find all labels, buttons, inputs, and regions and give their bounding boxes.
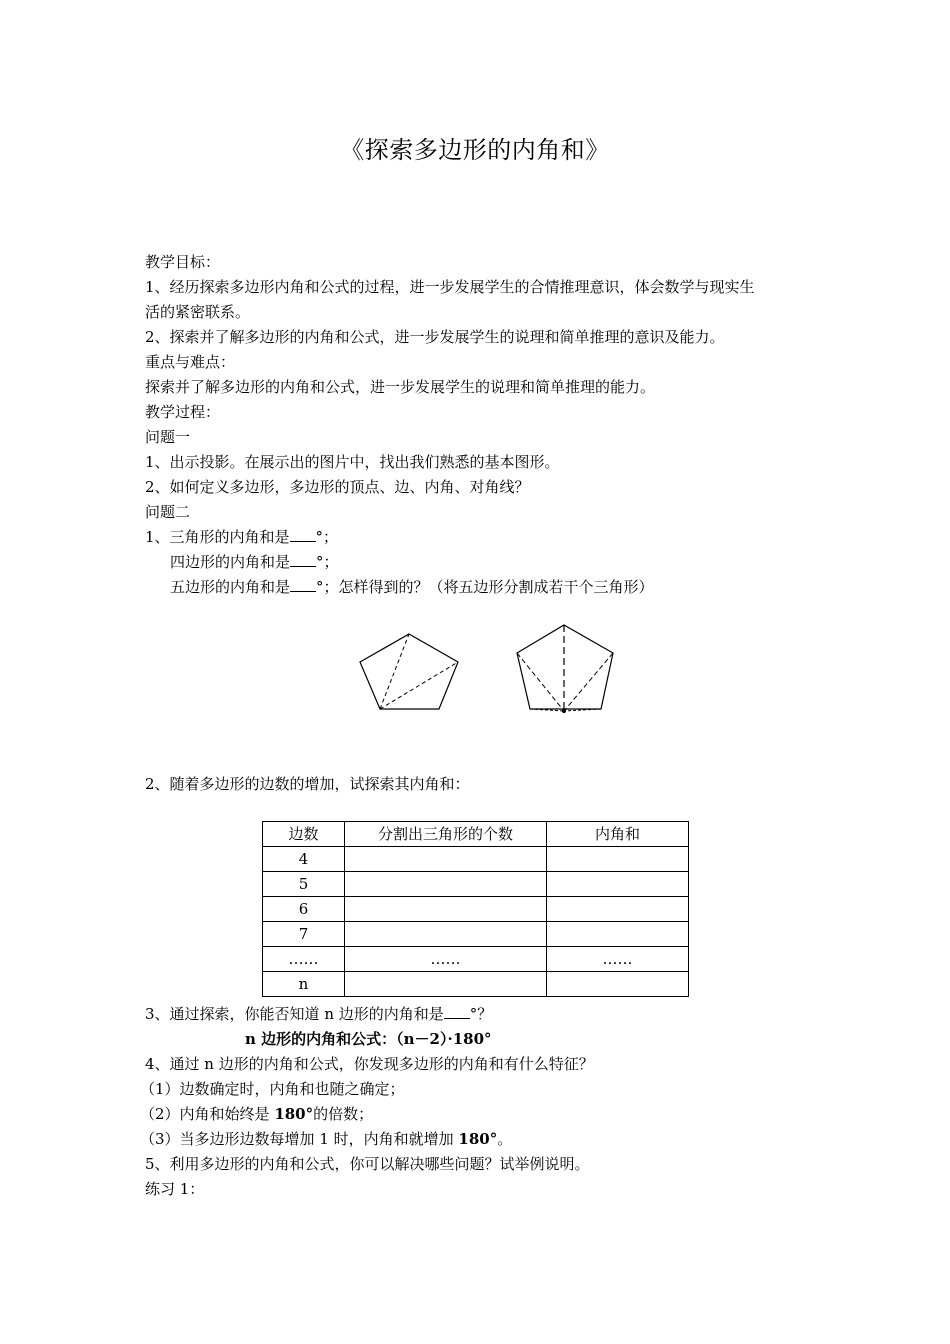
table-cell: 4 [263,847,345,872]
item-3-suffix: °？ [469,1005,493,1023]
table-cell[interactable] [345,972,547,997]
table-cell: …… [345,947,547,972]
pentagon-sum-text: 五边形的内角和是 [170,578,291,596]
feature-2-text: （2）内角和始终是 [140,1105,275,1123]
degree-suffix: °； [316,553,339,571]
table-cell[interactable] [547,922,689,947]
goals-heading: 教学目标： [145,253,221,271]
answer-blank[interactable] [290,527,316,542]
triangle-sum-text: 1、三角形的内角和是 [145,528,290,546]
answer-blank[interactable] [290,552,316,567]
pentagon-sum-hint: °；怎样得到的？（将五边形分割成若干个三角形） [316,578,654,596]
process-heading: 教学过程： [145,403,221,421]
table-cell[interactable] [345,872,547,897]
table-cell: n [263,972,345,997]
key-heading: 重点与难点： [145,353,236,371]
degree-suffix: °； [315,528,339,546]
feature-2-suffix: 的倍数； [313,1105,374,1123]
table-cell[interactable] [345,922,547,947]
table-cell[interactable] [547,847,689,872]
table-cell: 7 [263,922,345,947]
feature-1: （1）边数确定时，内角和也随之确定； [140,1080,405,1098]
pentagon-right [517,625,613,713]
table-row [263,872,689,897]
question-1-item-1: 1、出示投影。在展示出的图片中，找出我们熟悉的基本图形。 [145,453,560,471]
feature-3 [140,1129,512,1149]
table-cell: 5 [263,872,345,897]
table-cell: …… [547,947,689,972]
table-row [263,847,689,872]
header-angle-sum: 内角和 [547,822,689,847]
table-cell[interactable] [547,897,689,922]
goal-1-line-1: 1、经历探索多边形内角和公式的过程，进一步发展学生的合情推理意识，体会数学与现实生 [145,278,755,296]
table-cell[interactable] [547,872,689,897]
question-1-heading: 问题一 [145,428,191,446]
table-cell[interactable] [345,847,547,872]
goal-1-line-2: 活的紧密联系。 [145,303,251,321]
header-sides: 边数 [263,822,345,847]
question-2-item-2: 2、随着多边形的边数的增加，试探索其内角和： [145,775,470,793]
goal-2: 2、探索并了解多边形的内角和公式，进一步发展学生的说理和简单推理的意识及能力。 [145,328,725,346]
question-2-item-3 [145,1004,492,1024]
feature-2 [140,1104,373,1124]
page-title: 《探索多边形的内角和》 [340,136,610,164]
header-triangle-count: 分割出三角形的个数 [345,822,547,847]
table-row [263,972,689,997]
question-2-heading: 问题二 [145,503,191,521]
table-cell[interactable] [345,897,547,922]
triangle-sum-line [145,527,338,547]
pentagon-sum-line [170,577,654,597]
pentagon-figures [350,620,630,720]
table-cell: …… [263,947,345,972]
question-2-item-4: 4、通过 n 边形的内角和公式，你发现多边形的内角和有什么特征？ [145,1055,594,1073]
formula: n 边形的内角和公式：（n－2）·180° [245,1030,492,1048]
key-text: 探索并了解多边形的内角和公式，进一步发展学生的说理和简单推理的能力。 [145,378,656,396]
pentagon-left [360,634,458,709]
quadrilateral-sum-line [170,552,339,572]
question-2-item-5: 5、利用多边形的内角和公式，你可以解决哪些问题？试举例说明。 [145,1155,590,1173]
feature-3-text: （3）当多边形边数每增加 1 时，内角和就增加 [140,1130,459,1148]
angle-sum-table [262,821,689,997]
answer-blank[interactable] [290,577,316,592]
answer-blank[interactable] [444,1004,470,1019]
table-cell: 6 [263,897,345,922]
table-cell[interactable] [547,972,689,997]
table-row [263,947,689,972]
quadrilateral-sum-text: 四边形的内角和是 [170,553,291,571]
feature-2-bold: 180° [274,1105,314,1123]
practice-heading: 练习 1： [145,1180,205,1198]
feature-3-bold: 180° [458,1130,498,1148]
question-1-item-2: 2、如何定义多边形，多边形的顶点、边、内角、对角线？ [145,478,530,496]
feature-3-suffix: 。 [497,1130,513,1148]
table-header-row [263,822,689,847]
table-row [263,922,689,947]
table-row [263,897,689,922]
item-3-text: 3、通过探索，你能否知道 n 边形的内角和是 [145,1005,444,1023]
